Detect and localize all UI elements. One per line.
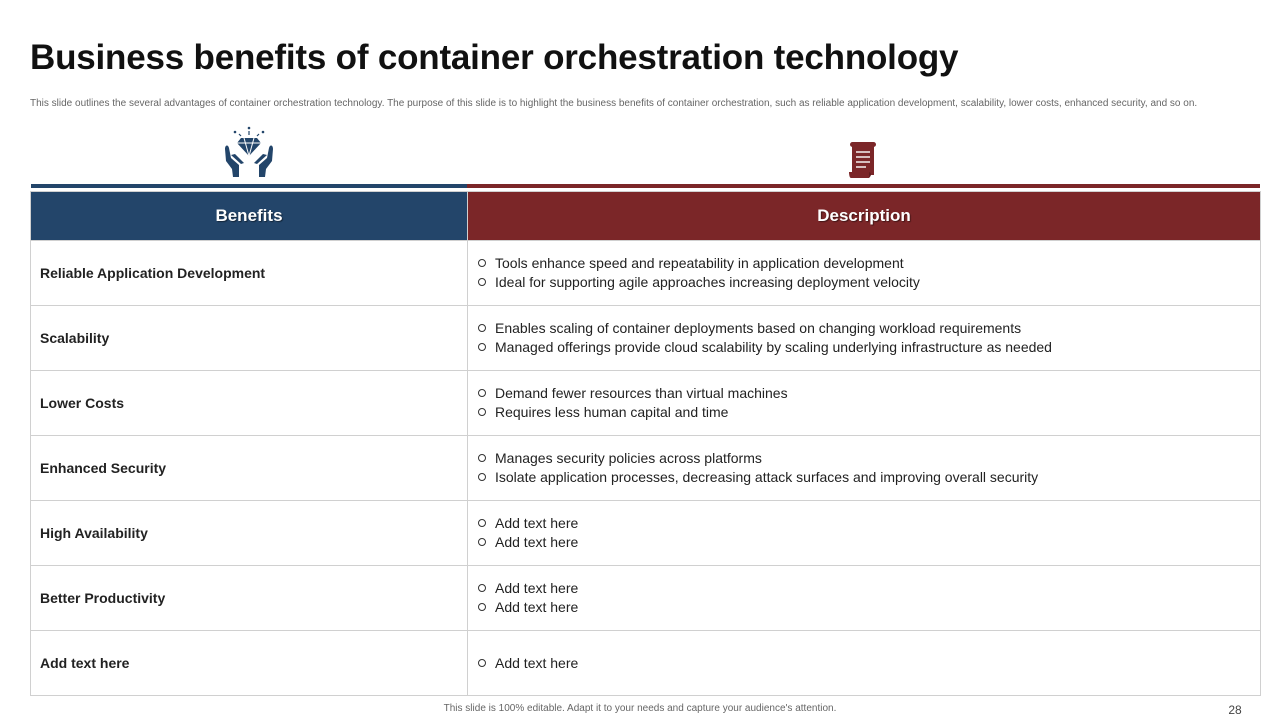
description-cell bbox=[468, 631, 1261, 696]
description-list bbox=[478, 654, 1260, 673]
list-item bbox=[478, 533, 1260, 552]
description-cell bbox=[468, 501, 1261, 566]
description-list bbox=[478, 449, 1260, 487]
list-item-text: Enables scaling of container deployments based on changing workload requirements bbox=[495, 320, 1022, 336]
list-item bbox=[478, 579, 1260, 598]
table-row bbox=[31, 436, 1261, 501]
list-item bbox=[478, 654, 1260, 673]
description-list bbox=[478, 384, 1260, 422]
table-header-row bbox=[31, 192, 1261, 241]
list-item bbox=[478, 254, 1260, 273]
circle-bullet-icon bbox=[478, 389, 486, 397]
list-item bbox=[478, 514, 1260, 533]
list-item-text: Add text here bbox=[495, 515, 579, 531]
description-accent-bar bbox=[467, 184, 1260, 188]
list-item-text: Isolate application processes, decreasing attack surfaces and improving overall security bbox=[495, 469, 1039, 485]
table-row bbox=[31, 306, 1261, 371]
benefit-cell: High Availability bbox=[31, 501, 468, 566]
list-item-text: Add text here bbox=[495, 599, 579, 615]
list-item bbox=[478, 598, 1260, 617]
list-item bbox=[478, 403, 1260, 422]
list-item-text: Add text here bbox=[495, 580, 579, 596]
description-list bbox=[478, 514, 1260, 552]
table-row bbox=[31, 241, 1261, 306]
circle-bullet-icon bbox=[478, 603, 486, 611]
list-item-text: Demand fewer resources than virtual machines bbox=[495, 385, 788, 401]
footer-note: This slide is 100% editable. Adapt it to your needs and capture your audience's attention. bbox=[443, 703, 837, 714]
table-row bbox=[31, 501, 1261, 566]
page-number: 28 bbox=[1228, 703, 1242, 717]
list-item bbox=[478, 384, 1260, 403]
list-item-text: Tools enhance speed and repeatability in application development bbox=[495, 255, 904, 271]
description-cell bbox=[468, 436, 1261, 501]
slide-title: Business benefits of container orchestration technology bbox=[30, 38, 959, 77]
list-item bbox=[478, 273, 1260, 292]
description-list bbox=[478, 319, 1260, 357]
circle-bullet-icon bbox=[478, 259, 486, 267]
circle-bullet-icon bbox=[478, 278, 486, 286]
list-item-text: Manages security policies across platforms bbox=[495, 450, 762, 466]
list-item-text: Requires less human capital and time bbox=[495, 404, 729, 420]
circle-bullet-icon bbox=[478, 408, 486, 416]
description-cell bbox=[468, 371, 1261, 436]
table-row bbox=[31, 566, 1261, 631]
circle-bullet-icon bbox=[478, 584, 486, 592]
circle-bullet-icon bbox=[478, 454, 486, 462]
benefit-cell: Scalability bbox=[31, 306, 468, 371]
table-body bbox=[31, 241, 1261, 696]
table-row bbox=[31, 631, 1261, 696]
description-list bbox=[478, 579, 1260, 617]
description-cell bbox=[468, 306, 1261, 371]
list-item bbox=[478, 338, 1260, 357]
circle-bullet-icon bbox=[478, 473, 486, 481]
scroll-document-icon bbox=[848, 141, 878, 179]
benefit-cell: Better Productivity bbox=[31, 566, 468, 631]
circle-bullet-icon bbox=[478, 659, 486, 667]
list-item bbox=[478, 449, 1260, 468]
benefits-table bbox=[30, 191, 1261, 696]
list-item bbox=[478, 319, 1260, 338]
circle-bullet-icon bbox=[478, 538, 486, 546]
list-item-text: Managed offerings provide cloud scalability by scaling underlying infrastructure as needed bbox=[495, 339, 1052, 355]
benefits-accent-bar bbox=[31, 184, 467, 188]
description-cell bbox=[468, 566, 1261, 631]
benefits-column-header: Benefits bbox=[31, 192, 468, 241]
slide-subtitle: This slide outlines the several advantages of container orchestration technology. The purpose of this slide is to highlight the business benefits of container orchestration, such as reliable application development, scalability, lower costs, enhanced security, and so on. bbox=[30, 98, 1198, 109]
benefit-cell: Lower Costs bbox=[31, 371, 468, 436]
benefit-cell: Add text here bbox=[31, 631, 468, 696]
hands-diamond-icon bbox=[222, 125, 276, 179]
description-cell bbox=[468, 241, 1261, 306]
benefit-cell: Enhanced Security bbox=[31, 436, 468, 501]
list-item-text: Add text here bbox=[495, 534, 579, 550]
description-list bbox=[478, 254, 1260, 292]
description-column-header: Description bbox=[468, 192, 1261, 241]
circle-bullet-icon bbox=[478, 519, 486, 527]
circle-bullet-icon bbox=[478, 343, 486, 351]
circle-bullet-icon bbox=[478, 324, 486, 332]
table-row bbox=[31, 371, 1261, 436]
list-item-text: Ideal for supporting agile approaches increasing deployment velocity bbox=[495, 274, 920, 290]
list-item bbox=[478, 468, 1260, 487]
list-item-text: Add text here bbox=[495, 654, 579, 671]
benefit-cell: Reliable Application Development bbox=[31, 241, 468, 306]
